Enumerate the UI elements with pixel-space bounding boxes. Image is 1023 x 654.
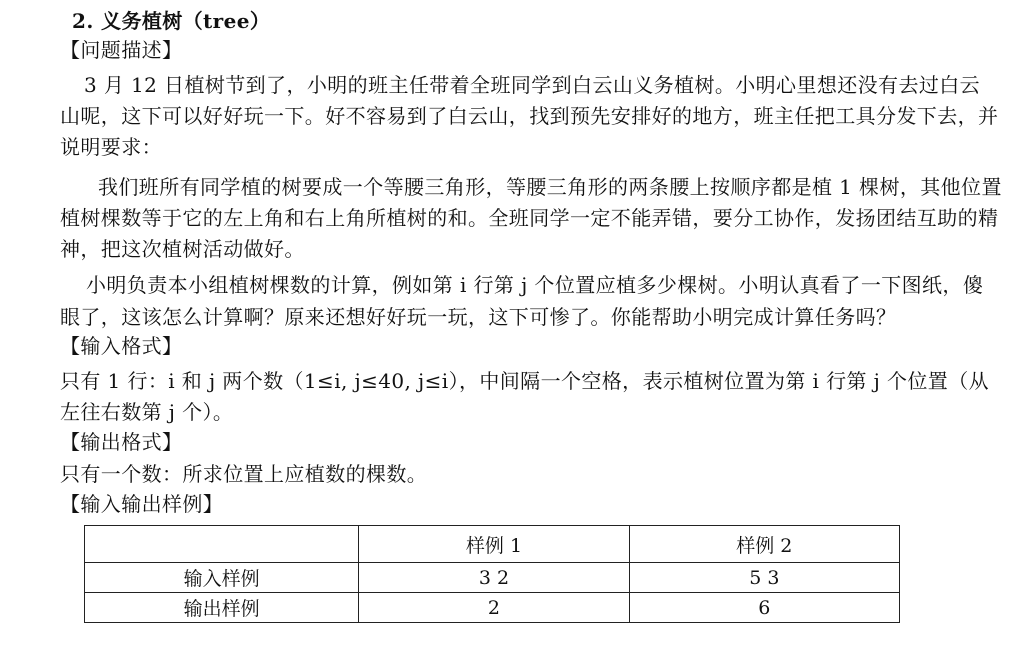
row-label-output: 输出样例 xyxy=(85,593,359,623)
rule-line-2: 植树棵数等于它的左上角和右上角所植树的和。全班同学一定不能弄错，要分工协作，发扬团结互助的精 xyxy=(60,206,999,230)
description-line-1: 3 月 12 日植树节到了，小明的班主任带着全班同学到白云山义务植树。小明心里想还没有去过白云 xyxy=(84,73,981,97)
input-format-line-1: 只有 1 行：i 和 j 两个数（1≤i, j≤40, j≤i），中间隔一个空格，表示植树位置为第 i 行第 j 个位置（从 xyxy=(60,369,990,393)
row-label-input: 输入样例 xyxy=(85,563,359,593)
output-sample-2-value: 6 xyxy=(629,593,899,623)
input-sample-1-value: 3 2 xyxy=(359,563,629,593)
table-row xyxy=(85,593,900,623)
problem-title: 2. 义务植树（tree） xyxy=(72,9,271,33)
samples-header-sample-1: 样例 1 xyxy=(359,526,629,563)
table-row xyxy=(85,563,900,593)
story-line-1: 小明负责本小组植树棵数的计算，例如第 i 行第 j 个位置应植多少棵树。小明认真看了一下图纸，傻 xyxy=(86,273,984,297)
samples-heading: 【输入输出样例】 xyxy=(60,492,224,516)
description-heading: 【问题描述】 xyxy=(60,38,183,62)
output-format-heading: 【输出格式】 xyxy=(60,430,183,454)
input-format-line-2: 左往右数第 j 个）。 xyxy=(60,400,234,424)
samples-table xyxy=(84,525,900,623)
story-line-2: 眼了，这该怎么计算啊？原来还想好好玩一玩，这下可惨了。你能帮助小明完成计算任务吗？ xyxy=(60,305,897,329)
description-line-2: 山呢，这下可以好好玩一下。好不容易到了白云山，找到预先安排好的地方，班主任把工具分发下去，并 xyxy=(60,104,999,128)
description-line-3: 说明要求： xyxy=(60,135,162,159)
samples-header-empty-cell xyxy=(85,526,359,563)
samples-table-header-row xyxy=(85,526,900,563)
output-sample-1-value: 2 xyxy=(359,593,629,623)
rule-line-3: 神，把这次植树活动做好。 xyxy=(60,237,305,261)
input-sample-2-value: 5 3 xyxy=(629,563,899,593)
input-format-heading: 【输入格式】 xyxy=(60,334,183,358)
rule-line-1: 我们班所有同学植的树要成一个等腰三角形，等腰三角形的两条腰上按顺序都是植 1 棵树，其他位置 xyxy=(98,175,1002,199)
samples-header-sample-2: 样例 2 xyxy=(629,526,899,563)
output-format-line-1: 只有一个数：所求位置上应植数的棵数。 xyxy=(60,462,428,486)
